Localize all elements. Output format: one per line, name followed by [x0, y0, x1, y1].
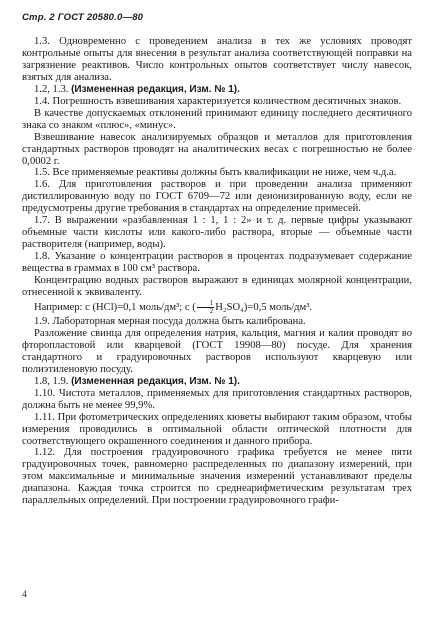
- amendment-clause-numbers: 1.8, 1.9.: [34, 375, 72, 387]
- paragraph-1-3: 1.3. Одновременно с проведением анализа в тех же условиях проводят контрольные опыты для внесения в результат анализа соответствующей поправки на загрязнение реактивов. Число контрольных опытов соответствует числу навесок, взятых для анализа.: [22, 36, 412, 83]
- amendment-note-1-2-1-3: [22, 84, 412, 96]
- running-header: Стр. 2 ГОСТ 20580.0—80: [22, 12, 144, 23]
- fraction-denominator: 2: [209, 306, 214, 315]
- fraction-numerator: 1: [197, 300, 215, 308]
- document-body: [22, 36, 412, 507]
- paragraph-tolerance: В качестве допускаемых отклонений принимают единицу последнего десятичного знака со знаком «плюс», «минус».: [22, 107, 412, 131]
- formula-sulfuric-acid: H₂SO₄: [215, 301, 244, 313]
- amendment-note-1-8-1-9: [22, 376, 412, 388]
- paragraph-1-9: 1.9. Лабораторная мерная посуда должна быть калибрована.: [34, 315, 306, 327]
- amendment-label: (Измененная редакция, Изм. № 1).: [71, 375, 240, 387]
- concentration-example-formula: [22, 300, 412, 315]
- paragraph-1-4: 1.4. Погрешность взвешивания характеризуется количеством десятичных знаков.: [34, 95, 402, 107]
- paragraph-1-10: 1.10. Чистота металлов, применяемых для приготовления стандартных растворов, должна быть не менее 99,9%.: [22, 387, 412, 411]
- formula-lead: Например: c (HCl)=0,1 моль/дм³; c (: [34, 301, 196, 313]
- paragraph-1-11: 1.11. При фотометрических определениях кюветы выбирают таким образом, чтобы измерения проводились в оптимальной области оптической плотности для соответствующего окрашенного соединения и данного прибора.: [22, 411, 412, 447]
- paragraph-1-5: 1.5. Все применяемые реактивы должны быть квалификации не ниже, чем ч.д.а.: [34, 167, 397, 179]
- paragraph-1-12: 1.12. Для построения градуировочного графика требуется не менее пяти градуировочных точек, равномерно распределенных по диапазону измерений, при этом максимальные и минимальные значения измерений устанавливают пределы диапазона. Каждая точка строится по среднеарифметическим результатам трех параллельных определений. При построении градуировочного графи-: [22, 447, 412, 507]
- paragraph-1-6: 1.6. Для приготовления растворов и при проведении анализа применяют дистиллированную воду по ГОСТ 6709—72 или деионизированную воду, если не предусмотрены другие требования в стандартах на определение примесей.: [22, 179, 412, 215]
- paragraph-lead-decomposition: Разложение свинца для определения натрия, кальция, магния и калия проводят во фторопластовой или кварцевой (ГОСТ 19908—80) посуде. Для хранения стандартного и градуировочных растворов используют кварцевую или полиэтиленовую посуду.: [22, 327, 412, 375]
- paragraph-molar-concentration: Концентрацию водных растворов выражают в единицах молярной концентрации, отнесенной к эквиваленту.: [22, 275, 412, 299]
- paragraph-1-7: 1.7. В выражении «разбавленная 1 : 1, 1 : 2» и т. д. первые цифры указывают объемные части кислоты или какого-либо раствора, вторые — объемные части растворителя (например, воды).: [22, 215, 412, 251]
- amendment-label: (Измененная редакция, Изм. № 1).: [71, 83, 240, 95]
- formula-tail: )=0,5 моль/дм³.: [243, 301, 313, 313]
- amendment-clause-numbers: 1.2, 1.3.: [34, 83, 72, 95]
- page-number: 4: [22, 590, 27, 600]
- paragraph-1-8: 1.8. Указание о концентрации растворов в процентах подразумевает содержание вещества в граммах в 100 см³ раствора.: [22, 251, 412, 275]
- fraction-one-half: [197, 300, 215, 315]
- paragraph-weighing: Взвешивание навесок анализируемых образцов и металлов для приготовления стандартных растворов проводят на аналитических весах с погрешностью не более 0,0002 г.: [22, 131, 412, 167]
